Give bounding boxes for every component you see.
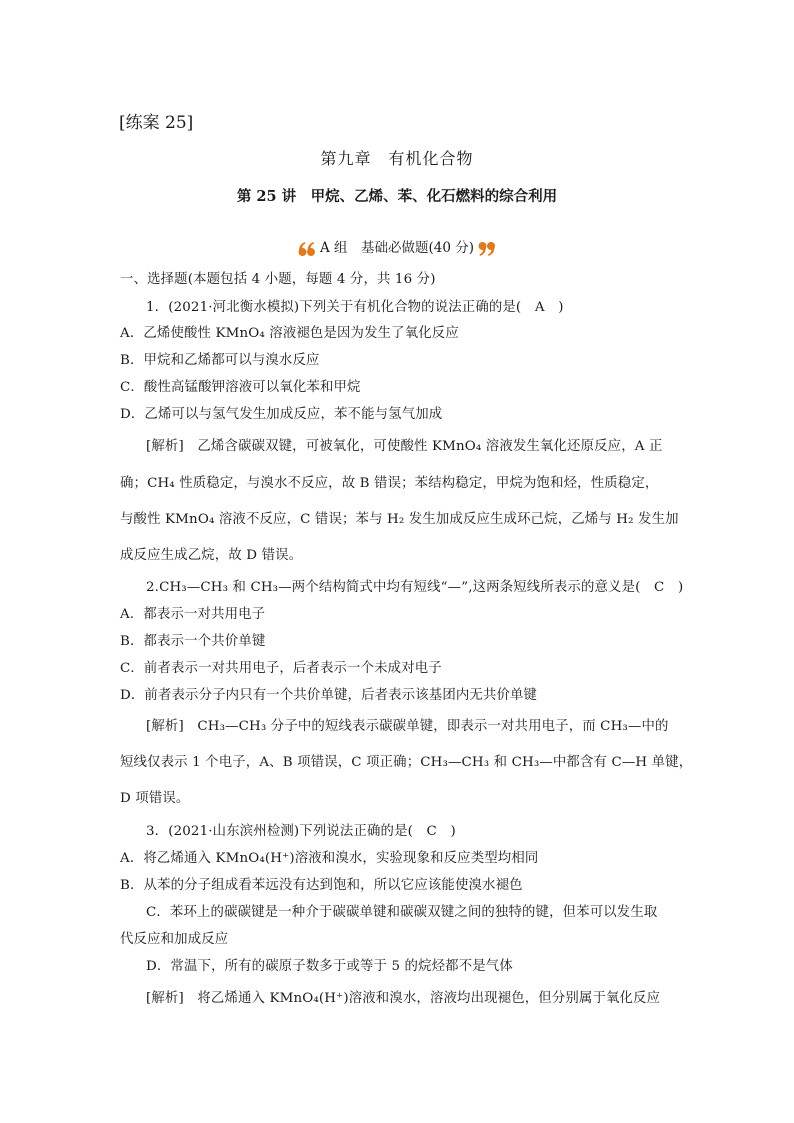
q3-explanation-line1: [解析] 将乙烯通入 KMnO₄(H⁺)溶液和溴水，溶液均出现褪色，但分别属于氧化反应 [146,991,661,1006]
chapter-title: 第九章 有机化合物 [320,149,474,168]
q1-option-d: D．乙烯可以与氢气发生加成反应，苯不能与氢气加成 [120,407,443,422]
q3-option-d: D．常温下，所有的碳原子数多于或等于 5 的烷烃都不是气体 [146,959,513,974]
q2-explanation-line1: [解析] CH₃—CH₃ 分子中的短线表示碳碳单键，即表示一对共用电子，而 CH₃—中的 [146,719,669,734]
q3-option-c-line2: 代反应和加成反应 [120,932,229,947]
q2-option-d: D．前者表示分子内只有一个共价单键，后者表示该基团内无共价单键 [120,688,538,703]
open-quote-icon [298,241,316,257]
q2-explanation-line3: D 项错误。 [120,791,190,806]
q2-option-a: A．都表示一对共用电子 [120,607,266,622]
q3-option-c-line1: C．苯环上的碳碳键是一种介于碳碳单键和碳碳双键之间的独特的键，但苯可以发生取 [146,905,658,920]
section-heading: 一、选择题(本题包括 4 小题，每题 4 分，共 16 分) [120,272,436,287]
q1-option-c: C．酸性高锰酸钾溶液可以氧化苯和甲烷 [120,380,361,395]
q3-option-a: A．将乙烯通入 KMnO₄(H⁺)溶液和溴水，实验现象和反应类型均相同 [120,851,539,866]
q3-stem: 3．(2021·山东滨州检测)下列说法正确的是( C ) [146,824,456,839]
group-heading [0,236,794,257]
q1-option-a: A．乙烯使酸性 KMnO₄ 溶液褪色是因为发生了氧化反应 [120,326,459,341]
group-label: A 组 基础必做题(40 分) [319,240,475,256]
lesson-title: 第 25 讲 甲烷、乙烯、苯、化石燃料的综合利用 [236,188,558,205]
q2-explanation-line2: 短线仅表示 1 个电子，A、B 项错误，C 项正确；CH₃—CH₃ 和 CH₃—中都含有 C—H 单键， [120,755,693,770]
exercise-tag: [练案 25] [119,113,194,133]
q1-explanation-line2: 确；CH₄ 性质稳定，与溴水不反应，故 B 错误；苯结构稳定，甲烷为饱和烃，性质稳定， [120,476,659,491]
q2-stem: 2.CH₃—CH₃ 和 CH₃—两个结构简式中均有短线“—”,这两条短线所表示的意义是( C ) [146,580,684,595]
q1-stem: 1．(2021·河北衡水模拟)下列关于有机化合物的说法正确的是( A ) [146,300,564,315]
q1-explanation-line1: [解析] 乙烯含碳碳双键，可被氧化，可使酸性 KMnO₄ 溶液发生氧化还原反应，A 正 [146,439,663,454]
q3-option-b: B．从苯的分子组成看苯远没有达到饱和，所以它应该能使溴水褪色 [120,878,523,893]
q1-explanation-line4: 成反应生成乙烷，故 D 错误。 [120,548,303,563]
close-quote-icon [478,241,496,257]
q2-option-c: C．前者表示一对共用电子，后者表示一个未成对电子 [120,661,442,676]
q2-option-b: B．都表示一个共价单键 [120,634,266,649]
q1-explanation-line3: 与酸性 KMnO₄ 溶液不反应，C 错误；苯与 H₂ 发生加成反应生成环己烷，乙烯与 H₂ 发生加 [120,512,679,527]
q1-option-b: B．甲烷和乙烯都可以与溴水反应 [120,353,320,368]
